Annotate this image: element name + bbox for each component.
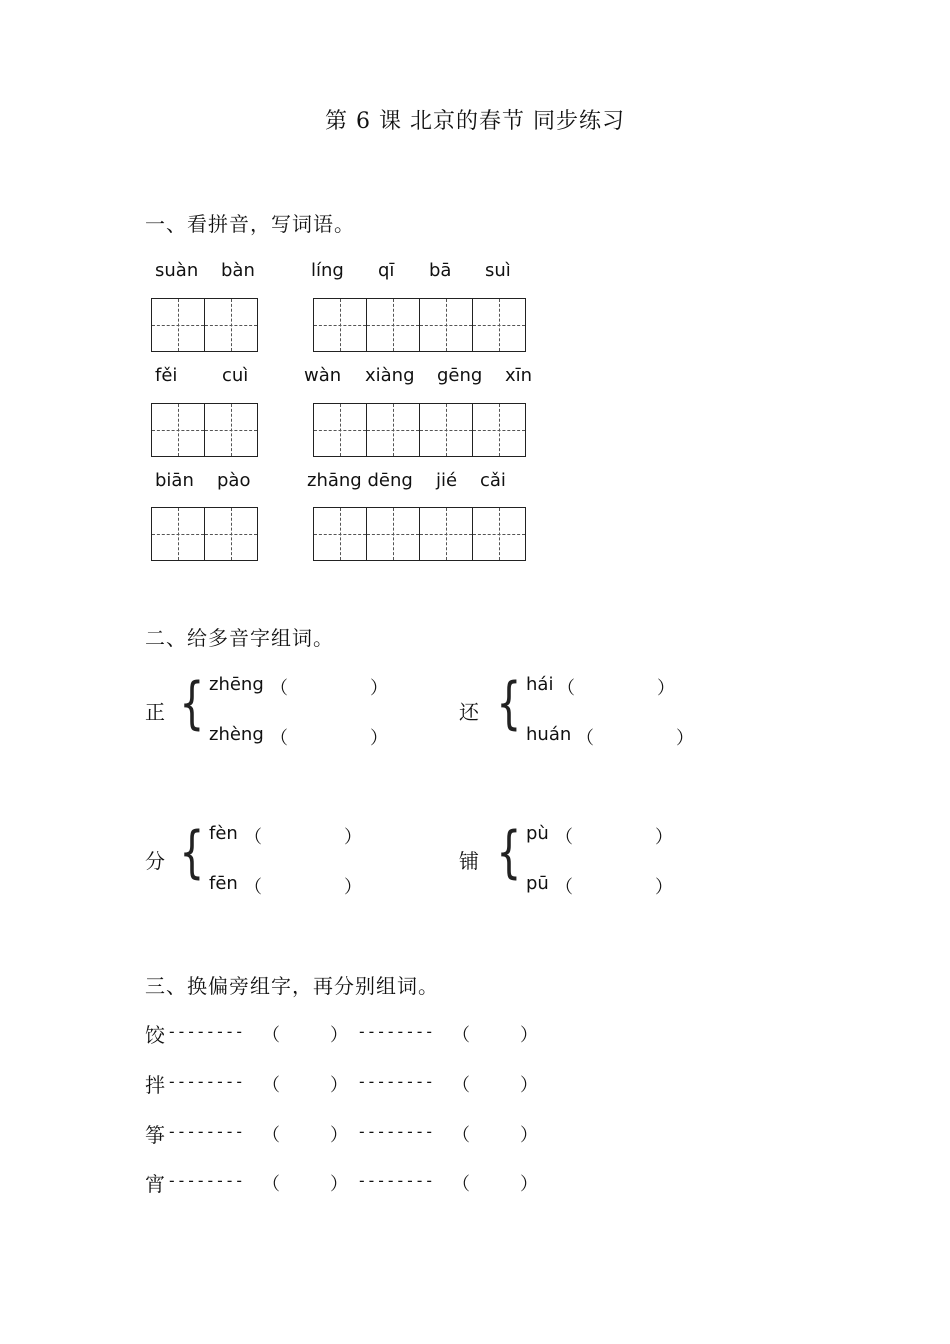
answer-paren-open[interactable]: （ [262,1125,280,1146]
pinyin: bàn [221,260,255,281]
answer-paren-close: ） [520,1125,538,1146]
answer-paren-open[interactable]: （ [452,1125,470,1146]
answer-paren-open[interactable]: （ [555,877,573,898]
answer-paren-close: ） [657,678,675,699]
answer-paren-close: ） [370,678,388,699]
writing-grid[interactable] [151,298,258,352]
brace-icon: { [179,820,205,885]
answer-paren-open[interactable]: （ [244,827,262,848]
pinyin: xīn [505,365,533,386]
brace-icon: { [496,671,522,736]
dash-line: -------- [167,1072,245,1091]
pinyin: hái [526,674,554,695]
pinyin: pù [526,823,549,844]
brace-icon: { [179,671,205,736]
answer-paren-close: ） [520,1025,538,1046]
answer-paren-open[interactable]: （ [262,1174,280,1195]
writing-grid[interactable] [313,403,526,457]
pinyin: zhāng dēng [307,470,413,491]
answer-paren-open[interactable]: （ [270,678,288,699]
answer-paren-open[interactable]: （ [262,1075,280,1096]
dash-line: -------- [357,1171,435,1190]
pinyin: fèn [209,823,238,844]
polyphone-char: 分 [145,849,165,873]
answer-paren-open[interactable]: （ [576,728,594,749]
base-char: 筝 [145,1123,165,1147]
pinyin: fěi [155,365,178,386]
pinyin: jié [436,470,458,491]
pinyin: cǎi [480,470,506,491]
answer-paren-close: ） [655,827,673,848]
answer-paren-open[interactable]: （ [557,678,575,699]
answer-paren-close: ） [370,728,388,749]
pinyin: cuì [222,365,249,386]
pinyin: bā [429,260,452,281]
answer-paren-close: ） [330,1025,348,1046]
pinyin: zhèng [209,724,264,745]
answer-paren-close: ） [330,1075,348,1096]
answer-paren-close: ） [344,877,362,898]
section2-heading: 二、给多音字组词。 [145,626,334,650]
base-char: 拌 [145,1073,165,1097]
pinyin: pào [217,470,251,491]
dash-line: -------- [167,1022,245,1041]
answer-paren-open[interactable]: （ [452,1025,470,1046]
section3-heading: 三、换偏旁组字，再分别组词。 [145,974,439,998]
writing-grid[interactable] [313,298,526,352]
answer-paren-close: ） [520,1075,538,1096]
polyphone-char: 还 [459,700,479,724]
answer-paren-close: ） [520,1174,538,1195]
base-char: 宵 [145,1172,165,1196]
brace-icon: { [496,820,522,885]
answer-paren-close: ） [676,728,694,749]
base-char: 饺 [145,1023,165,1047]
answer-paren-open[interactable]: （ [244,877,262,898]
pinyin: zhēng [209,674,264,695]
dash-line: -------- [357,1072,435,1091]
dash-line: -------- [357,1022,435,1041]
pinyin: suàn [155,260,199,281]
dash-line: -------- [167,1171,245,1190]
pinyin: xiàng [365,365,415,386]
dash-line: -------- [357,1122,435,1141]
answer-paren-open[interactable]: （ [452,1075,470,1096]
dash-line: -------- [167,1122,245,1141]
polyphone-char: 铺 [459,849,479,873]
pinyin: huán [526,724,572,745]
answer-paren-open[interactable]: （ [270,728,288,749]
pinyin: qī [378,260,395,281]
answer-paren-open[interactable]: （ [555,827,573,848]
answer-paren-close: ） [655,877,673,898]
pinyin: suì [485,260,511,281]
pinyin: gēng [437,365,483,386]
writing-grid[interactable] [151,507,258,561]
answer-paren-open[interactable]: （ [262,1025,280,1046]
pinyin: fēn [209,873,238,894]
answer-paren-open[interactable]: （ [452,1174,470,1195]
answer-paren-close: ） [330,1174,348,1195]
pinyin: wàn [304,365,342,386]
pinyin: pū [526,873,549,894]
pinyin: líng [311,260,344,281]
section1-heading: 一、看拼音，写词语。 [145,212,355,236]
polyphone-char: 正 [145,700,165,724]
page-title: 第 6 课 北京的春节 同步练习 [325,109,625,134]
answer-paren-close: ） [344,827,362,848]
pinyin: biān [155,470,194,491]
answer-paren-close: ） [330,1125,348,1146]
writing-grid[interactable] [151,403,258,457]
writing-grid[interactable] [313,507,526,561]
